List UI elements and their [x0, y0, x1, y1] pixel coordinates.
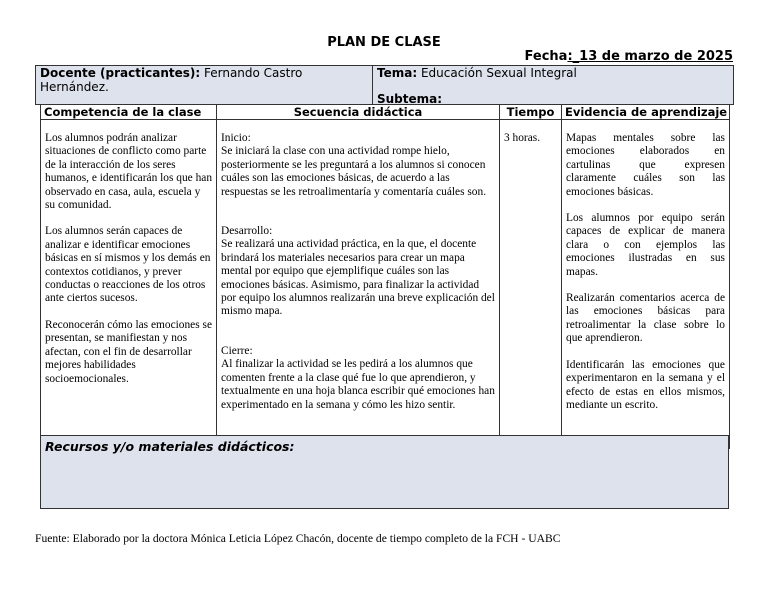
- date-value: :_13 de marzo de 2025: [567, 49, 733, 64]
- tema-value: Educación Sexual Integral: [417, 66, 577, 80]
- tema-cell: [372, 65, 734, 105]
- recursos-section: [40, 435, 729, 509]
- date-line: [525, 49, 733, 64]
- evidencia-paragraph: Los alumnos por equipo serán capaces de explicar de manera clara o con ejemplos las emociones ilustradas en sus mapas.: [566, 212, 725, 278]
- secuencia-text-desarrollo: Se realizará una actividad práctica, en la que, el docente brindará los materiales necesarios para crear un mapa mental por equipo que ejemplifique cuáles son las emociones básicas. Asimismo, para finalizar la actividad por equipo los alumnos realizarán una breve explicación del mismo mapa.: [221, 238, 495, 318]
- col-header-competencia: Competencia de la clase: [41, 105, 217, 120]
- secuencia-cell: [217, 120, 500, 449]
- tema-label: Tema:: [377, 66, 418, 80]
- recursos-label: Recursos y/o materiales didácticos:: [45, 439, 295, 454]
- table-header-row: [41, 105, 730, 120]
- docente-label: Docente (practicantes):: [40, 66, 201, 80]
- secuencia-heading-desarrollo: Desarrollo:: [221, 225, 273, 238]
- docente-cell: [35, 65, 373, 105]
- secuencia-text-inicio: Se iniciará la clase con una actividad rompe hielo, posteriormente se les preguntará a los alumnos si conocen cuáles son las emociones básicas, de acuerdo a las respuestas se les retroalimentaría y comentaría cuáles son.: [221, 145, 487, 198]
- tiempo-cell: 3 horas.: [500, 120, 562, 449]
- secuencia-text-cierre: Al finalizar la actividad se les pedirá a los alumnos que comenten frente a la clase qué fue lo que aprendieron, y textualmente en una hoja blanca escribir qué emociones han experimentado en la semana y cómo les hizo sentir.: [221, 358, 495, 411]
- page-title: PLAN DE CLASE: [327, 35, 441, 50]
- table-row: [41, 120, 730, 449]
- competencia-paragraph: Los alumnos podrán analizar situaciones de conflicto como parte de la interacción de los seres humanos, e identificarán los que han observado en casa, aula, escuela y su comunidad.: [45, 132, 213, 212]
- docente-value: Fernando Castro Hernández.: [40, 66, 303, 94]
- col-header-tiempo: Tiempo: [500, 105, 562, 120]
- lesson-table: [40, 104, 730, 449]
- evidencia-paragraph: Mapas mentales sobre las emociones elaborados en cartulinas que expresen claramente cuáles son las emociones básicas.: [566, 132, 725, 198]
- date-label: Fecha: [524, 49, 568, 64]
- source-note: Fuente: Elaborado por la doctora Mónica Leticia López Chacón, docente de tiempo completo de la FCH - UABC: [35, 532, 561, 545]
- evidencia-cell: [562, 120, 730, 449]
- col-header-secuencia: Secuencia didáctica: [217, 105, 500, 120]
- subtema-label: Subtema:: [377, 92, 443, 106]
- secuencia-heading-inicio: Inicio:: [221, 132, 251, 144]
- competencia-cell: [41, 120, 217, 449]
- competencia-paragraph: Reconocerán cómo las emociones se presentan, se manifiestan y nos afectan, con el fin de desarrollar mejores habilidades socioemocionales.: [45, 318, 212, 385]
- secuencia-heading-cierre: Cierre:: [221, 344, 253, 357]
- competencia-paragraph: Los alumnos serán capaces de analizar e identificar emociones básicas en sí mismos y los demás en contextos cotidianos, y prever conductas o reacciones de los otros ante ciertos sucesos.: [45, 225, 211, 305]
- evidencia-paragraph: Identificarán las emociones que experimentaron en la semana y el efecto de estas en ellos mismos, mediante un escrito.: [566, 358, 725, 411]
- evidencia-paragraph: Realizarán comentarios acerca de las emociones básicas para retroalimentar la clase sobre lo que aprendieron.: [566, 292, 725, 345]
- col-header-evidencia: Evidencia de aprendizaje: [562, 105, 730, 120]
